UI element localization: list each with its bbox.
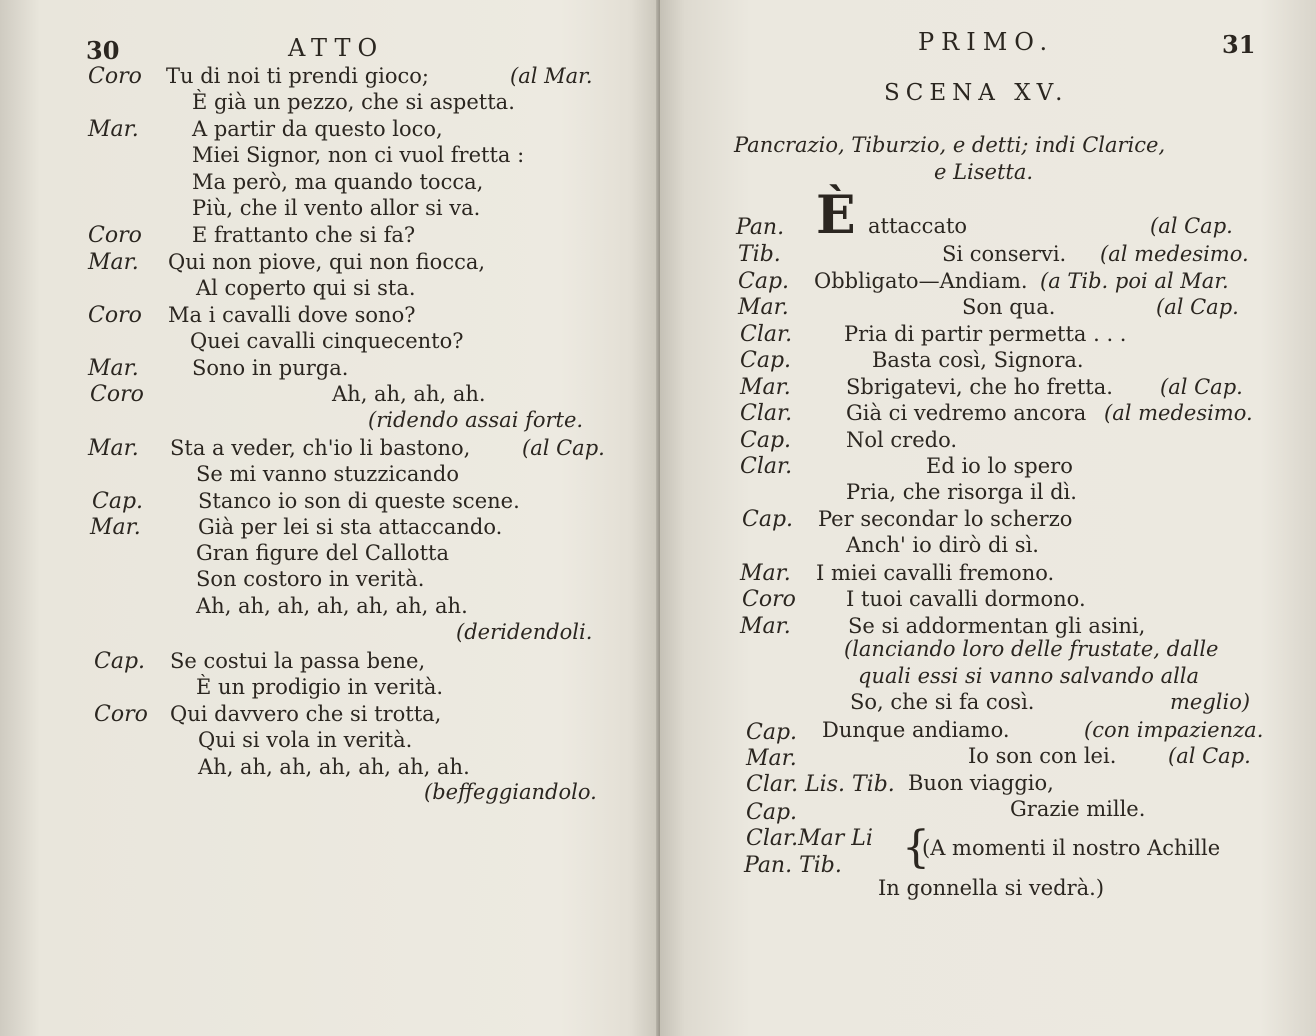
verse-line: Se si addormentan gli asini, bbox=[848, 614, 1146, 638]
verse-line: Al coperto qui si sta. bbox=[196, 276, 416, 300]
speaker-label: Coro bbox=[88, 223, 142, 248]
speaker-label: Coro bbox=[94, 702, 148, 727]
verse-line: Stanco io son di queste scene. bbox=[198, 489, 520, 513]
verse-line: Pria di partir permetta . . . bbox=[844, 322, 1127, 346]
speaker-label: Cap. bbox=[740, 348, 792, 373]
verse-line: Gran figure del Callotta bbox=[196, 541, 449, 565]
stage-direction: (deridendoli. bbox=[456, 620, 593, 644]
verse-line: È già un pezzo, che si aspetta. bbox=[192, 90, 515, 114]
verse-line: Qui non piove, qui non fiocca, bbox=[168, 250, 486, 274]
verse-line: Obbligato—Andiam. bbox=[814, 269, 1028, 293]
brace-mark: { bbox=[902, 822, 930, 873]
stage-direction: (ridendo assai forte. bbox=[368, 408, 584, 432]
speaker-label: Mar. bbox=[90, 515, 141, 540]
speaker-label: Coro bbox=[742, 587, 796, 612]
verse-line: Sta a veder, ch'io li bastono, bbox=[170, 436, 471, 460]
speaker-label: Clar. bbox=[740, 454, 793, 479]
speaker-label: Mar. bbox=[88, 436, 139, 461]
verse-line: In gonnella si vedrà.) bbox=[878, 876, 1105, 900]
speaker-label: Coro bbox=[88, 303, 142, 328]
stage-direction: (al Cap. bbox=[1168, 744, 1251, 768]
cast-list-cont: e Lisetta. bbox=[934, 160, 1034, 184]
speaker-label: Mar. bbox=[740, 561, 791, 586]
speaker-label: Cap. bbox=[738, 269, 790, 294]
speaker-label: Coro bbox=[88, 64, 142, 89]
speaker-label: Cap. bbox=[746, 800, 798, 825]
speaker-label: Clar. bbox=[740, 322, 793, 347]
verse-line: Ah, ah, ah, ah, ah, ah, ah. bbox=[196, 594, 468, 618]
verse-line: Io son con lei. bbox=[968, 744, 1117, 768]
verse-line: Ma però, ma quando tocca, bbox=[192, 170, 484, 194]
stage-direction: (a Tib. poi al Mar. bbox=[1040, 269, 1229, 293]
speaker-label: Mar. bbox=[746, 746, 797, 771]
verse-line: Per secondar lo scherzo bbox=[818, 507, 1073, 531]
verse-line: Son qua. bbox=[962, 295, 1056, 319]
stage-direction: (al Cap. bbox=[1160, 375, 1243, 399]
verse-line: Qui davvero che si trotta, bbox=[170, 702, 442, 726]
verse-line: Dunque andiamo. bbox=[822, 718, 1010, 742]
speaker-label: Pan. bbox=[736, 215, 785, 240]
verse-line: Più, che il vento allor si va. bbox=[192, 196, 481, 220]
cast-list: Pancrazio, Tiburzio, e detti; indi Clarice, bbox=[734, 133, 1166, 157]
speaker-label: Mar. bbox=[740, 375, 791, 400]
stage-direction: quali essi si vanno salvando alla bbox=[858, 664, 1200, 688]
speaker-label: Clar. Lis. Tib. bbox=[746, 772, 895, 797]
verse-line: Ah, ah, ah, ah. bbox=[332, 382, 486, 406]
verse-line: Si conservi. bbox=[942, 242, 1067, 266]
stage-direction: meglio) bbox=[1170, 690, 1251, 714]
speaker-label: Coro bbox=[90, 382, 144, 407]
verse-line: (A momenti il nostro Achille bbox=[922, 836, 1221, 860]
verse-line: Ed io lo spero bbox=[926, 454, 1073, 478]
stage-direction: (al medesimo. bbox=[1100, 242, 1249, 266]
ensemble-speakers-cont: Pan. Tib. bbox=[744, 853, 842, 878]
stage-direction: (al Mar. bbox=[510, 64, 593, 88]
verse-line: Se mi vanno stuzzicando bbox=[196, 462, 460, 486]
speaker-label: Mar. bbox=[738, 295, 789, 320]
verse-line: Già ci vedremo ancora bbox=[846, 401, 1087, 425]
verse-line: So, che si fa così. bbox=[850, 690, 1035, 714]
verse-line: Basta così, Signora. bbox=[872, 348, 1084, 372]
verse-line: Se costui la passa bene, bbox=[170, 649, 426, 673]
scene-title: SCENA XV. bbox=[884, 80, 1069, 106]
verse-line: Sbrigatevi, che ho fretta. bbox=[846, 375, 1113, 399]
verse-line: E frattanto che si fa? bbox=[192, 223, 416, 247]
speaker-label: Cap. bbox=[746, 720, 798, 745]
stage-direction: (al Cap. bbox=[1156, 295, 1239, 319]
speaker-label: Tib. bbox=[738, 242, 781, 267]
ensemble-speakers: Clar.Mar Li bbox=[746, 826, 873, 851]
verse-line: Qui si vola in verità. bbox=[198, 728, 413, 752]
verse-line: Ma i cavalli dove sono? bbox=[168, 303, 416, 327]
stage-direction: (al Cap. bbox=[1150, 214, 1233, 238]
verse-line: È un prodigio in verità. bbox=[196, 675, 444, 699]
running-head-right: PRIMO. bbox=[918, 28, 1055, 56]
drop-cap: È bbox=[816, 185, 856, 246]
speaker-label: Cap. bbox=[740, 428, 792, 453]
page-number-right: 31 bbox=[1222, 30, 1256, 59]
stage-direction: (al Cap. bbox=[522, 436, 605, 460]
verse-line: Nol credo. bbox=[846, 428, 958, 452]
page-number-left: 30 bbox=[86, 36, 120, 65]
verse-line: Buon viaggio, bbox=[908, 771, 1054, 795]
speaker-label: Cap. bbox=[742, 507, 794, 532]
stage-direction: (beffeggiandolo. bbox=[424, 780, 597, 804]
verse-line: Tu di noi ti prendi gioco; bbox=[166, 64, 429, 88]
speaker-label: Mar. bbox=[740, 614, 791, 639]
verse-line: Miei Signor, non ci vuol fretta : bbox=[192, 143, 525, 167]
verse-line: Quei cavalli cinquecento? bbox=[190, 329, 464, 353]
verse-line: Pria, che risorga il dì. bbox=[846, 480, 1077, 504]
speaker-label: Mar. bbox=[88, 250, 139, 275]
speaker-label: Cap. bbox=[94, 649, 146, 674]
verse-line: attaccato bbox=[868, 214, 968, 238]
verse-line: Anch' io dirò di sì. bbox=[846, 533, 1039, 557]
verse-line: Sono in purga. bbox=[192, 356, 349, 380]
stage-direction: (al medesimo. bbox=[1104, 401, 1253, 425]
stage-direction: (lanciando loro delle frustate, dalle bbox=[844, 637, 1219, 661]
verse-line: A partir da questo loco, bbox=[192, 117, 443, 141]
right-page bbox=[660, 0, 1316, 1036]
verse-line: Grazie mille. bbox=[1010, 797, 1146, 821]
speaker-label: Mar. bbox=[88, 117, 139, 142]
speaker-label: Mar. bbox=[88, 356, 139, 381]
verse-line: Ah, ah, ah, ah, ah, ah, ah. bbox=[198, 755, 470, 779]
verse-line: Già per lei si sta attaccando. bbox=[198, 515, 503, 539]
verse-line: Son costoro in verità. bbox=[196, 567, 425, 591]
verse-line: I miei cavalli fremono. bbox=[816, 561, 1055, 585]
running-head-left: ATTO bbox=[288, 34, 385, 62]
stage-direction: (con impazienza. bbox=[1084, 718, 1264, 742]
speaker-label: Clar. bbox=[740, 401, 793, 426]
speaker-label: Cap. bbox=[92, 489, 144, 514]
verse-line: I tuoi cavalli dormono. bbox=[846, 587, 1086, 611]
